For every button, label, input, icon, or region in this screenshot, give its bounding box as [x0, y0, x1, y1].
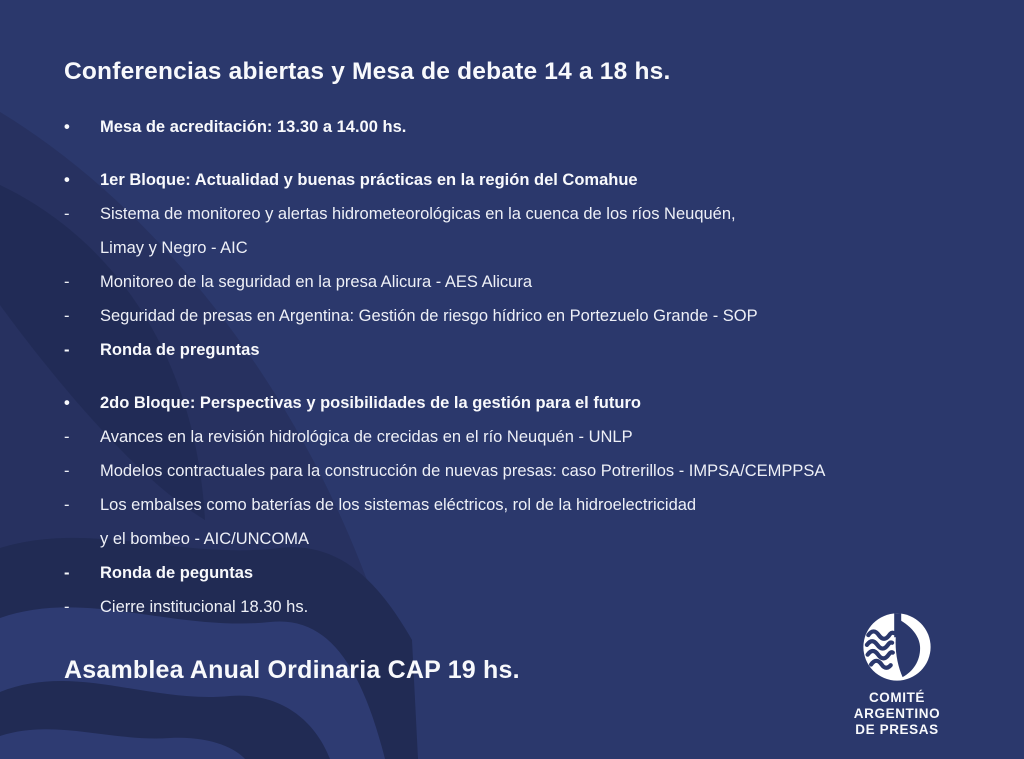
agenda-item-label: Los embalses como baterías de los sistemas eléctricos, rol de la hidroelectricidad: [100, 496, 697, 514]
dash-marker: -: [64, 428, 70, 446]
logo-org-name: [841, 690, 953, 738]
logo-org-line2: ARGENTINO: [853, 706, 941, 721]
assembly-heading: Asamblea Anual Ordinaria CAP 19 hs.: [64, 656, 520, 684]
dash-marker: -: [64, 462, 70, 480]
agenda-item-continuation: [64, 231, 964, 265]
agenda-item-label: Seguridad de presas en Argentina: Gestión de riesgo hídrico en Portezuelo Grande - SOP: [100, 307, 758, 325]
dash-marker: -: [64, 496, 70, 514]
agenda-item-label: Monitoreo de la seguridad en la presa Alicura - AES Alicura: [100, 273, 532, 291]
agenda-panel: [64, 58, 964, 624]
page-title: Conferencias abiertas y Mesa de debate 14 a 18 hs.: [64, 58, 671, 85]
agenda-item-continuation: [64, 522, 964, 556]
dash-marker: -: [64, 598, 70, 616]
dash-marker: -: [64, 341, 70, 359]
bullet-marker: •: [64, 394, 70, 412]
agenda-item: [64, 110, 964, 144]
dash-marker: -: [64, 564, 70, 582]
agenda-item: [64, 386, 964, 420]
agenda-item-label: Ronda de peguntas: [100, 564, 254, 582]
agenda-item-label: Cierre institucional 18.30 hs.: [100, 598, 309, 616]
agenda-item-label: 2do Bloque: Perspectivas y posibilidades de la gestión para el futuro: [100, 394, 641, 412]
agenda-item: [64, 420, 964, 454]
agenda-item-label: Sistema de monitoreo y alertas hidrometeorológicas en la cuenca de los ríos Neuquén,: [100, 205, 736, 223]
agenda-item: [64, 299, 964, 333]
agenda-list: [64, 110, 964, 624]
agenda-item-label: Avances en la revisión hidrológica de crecidas en el río Neuquén - UNLP: [100, 428, 633, 446]
agenda-item: [64, 197, 964, 231]
logo-org-line1: COMITÉ: [868, 690, 926, 705]
dash-marker: -: [64, 205, 70, 223]
agenda-item-label: 1er Bloque: Actualidad y buenas prácticas en la región del Comahue: [100, 171, 638, 189]
agenda-item-label: Mesa de acreditación: 13.30 a 14.00 hs.: [100, 118, 407, 136]
cap-logo: [841, 612, 953, 738]
agenda-item-label: y el bombeo - AIC/UNCOMA: [100, 530, 310, 548]
logo-org-line3: DE PRESAS: [855, 722, 939, 737]
agenda-item: [64, 590, 964, 624]
agenda-item: [64, 556, 964, 590]
agenda-item: [64, 333, 964, 367]
dash-marker: -: [64, 307, 70, 325]
agenda-item: [64, 163, 964, 197]
agenda-item-label: Modelos contractuales para la construcción de nuevas presas: caso Potrerillos - IMPSA/CEMPPSA: [100, 462, 826, 480]
agenda-item-label: Limay y Negro - AIC: [100, 239, 248, 257]
dam-and-water-icon: [862, 612, 932, 682]
agenda-item: [64, 488, 964, 522]
bullet-marker: •: [64, 118, 70, 136]
agenda-item: [64, 265, 964, 299]
dash-marker: -: [64, 273, 70, 291]
bullet-marker: •: [64, 171, 70, 189]
agenda-item-label: Ronda de preguntas: [100, 341, 260, 359]
agenda-item: [64, 454, 964, 488]
